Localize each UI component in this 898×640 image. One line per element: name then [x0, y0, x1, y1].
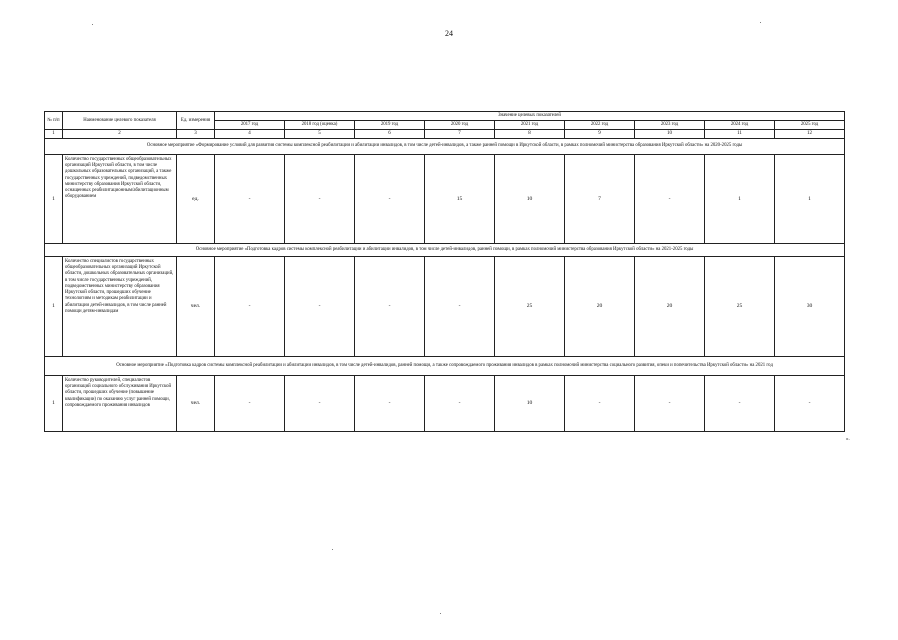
value-cell: - [355, 257, 425, 357]
indicator-name: Количество государственных общеобразовательных организаций Иркутской области, в том числе дошкольных образовательных организаций, а также государственных учреждений, подведомственных министерству образования Иркутской области, оснащенных реабилитационным/абилитационным оборудованием [63, 155, 177, 244]
value-cell: - [285, 155, 355, 244]
column-number: 1 [45, 130, 63, 139]
value-cell: 1 [705, 155, 775, 244]
section-title: Основное мероприятие «Подготовка кадров системы комплексной реабилитации и абилитации инвалидов, в том числе детей-инвалидов, ранней помощи, а также сопровождаемого проживания инвалидов в рамках полномочий министерства социального развития, опеки и попечительства Иркутской области» на 2021 год [45, 357, 845, 376]
year-header: 2024 год [705, 121, 775, 130]
value-cell: - [565, 376, 635, 432]
column-number: 6 [355, 130, 425, 139]
value-cell: 7 [565, 155, 635, 244]
section-title: Основное мероприятие «Формирование условий для развития системы комплексной реабилитации и абилитации инвалидов, в том числе детей-инвалидов, а также ранней помощи в Иркутской области, в рамках полномочий министерства образования Иркутской области» на 2020-2025 годы [45, 139, 845, 155]
value-cell: - [215, 155, 285, 244]
year-header: 2021 год [495, 121, 565, 130]
year-header: 2022 год [565, 121, 635, 130]
value-cell: - [425, 257, 495, 357]
header-row-group [45, 112, 845, 121]
value-cell: 25 [705, 257, 775, 357]
unit-cell: чел. [177, 376, 215, 432]
year-header: 2025 год [775, 121, 845, 130]
value-cell: - [635, 155, 705, 244]
value-cell: - [285, 257, 355, 357]
year-header: 2023 год [635, 121, 705, 130]
page-number: 24 [445, 29, 453, 38]
closing-quote-mark: ». [846, 437, 850, 442]
value-cell: 30 [775, 257, 845, 357]
indicator-name: Количество руководителей, специалистов организаций социального обслуживания Иркутской области, прошедших обучение (повышение квалификации) по оказанию услуг ранней помощи, сопровождаемого проживания инвалидов [63, 376, 177, 432]
value-cell: 10 [495, 376, 565, 432]
scan-speck [440, 613, 441, 614]
table-row [45, 257, 845, 357]
column-number: 10 [635, 130, 705, 139]
value-cell: - [635, 376, 705, 432]
value-cell: - [355, 155, 425, 244]
value-cell: - [425, 376, 495, 432]
value-cell: - [215, 376, 285, 432]
column-number: 8 [495, 130, 565, 139]
value-cell: - [355, 376, 425, 432]
header-values-group: Значение целевых показателей [215, 112, 845, 121]
header-col-unit: Ед. измерения [177, 112, 215, 130]
row-number: 1 [45, 155, 63, 244]
year-header: 2018 год (оценка) [285, 121, 355, 130]
value-cell: - [775, 376, 845, 432]
scan-speck [92, 24, 93, 25]
column-number: 11 [705, 130, 775, 139]
value-cell: 25 [495, 257, 565, 357]
row-number: 1 [45, 376, 63, 432]
column-number: 7 [425, 130, 495, 139]
unit-cell: чел. [177, 257, 215, 357]
value-cell: 20 [635, 257, 705, 357]
value-cell: 10 [495, 155, 565, 244]
table-row [45, 376, 845, 432]
section-title-row [45, 244, 845, 257]
column-number: 12 [775, 130, 845, 139]
value-cell: - [705, 376, 775, 432]
header-col-name: Наименование целевого показателя [63, 112, 177, 130]
year-header: 2019 год [355, 121, 425, 130]
header-col-no: № п/п [45, 112, 63, 130]
column-number: 5 [285, 130, 355, 139]
column-number: 9 [565, 130, 635, 139]
value-cell: 20 [565, 257, 635, 357]
unit-cell: ед. [177, 155, 215, 244]
section-title: Основное мероприятие «Подготовка кадров системы комплексной реабилитации и абилитации инвалидов, в том числе детей-инвалидов, ранней помощи, в рамках полномочий министерства образования Иркутской области» на 2021-2025 годы [45, 244, 845, 257]
section-title-row [45, 139, 845, 155]
header-row-numbering [45, 130, 845, 139]
section-title-row [45, 357, 845, 376]
value-cell: 15 [425, 155, 495, 244]
value-cell: 1 [775, 155, 845, 244]
row-number: 1 [45, 257, 63, 357]
column-number: 2 [63, 130, 177, 139]
column-number: 4 [215, 130, 285, 139]
value-cell: - [285, 376, 355, 432]
value-cell: - [215, 257, 285, 357]
scan-speck [760, 22, 761, 23]
year-header: 2017 год [215, 121, 285, 130]
table-row [45, 155, 845, 244]
year-header: 2020 год [425, 121, 495, 130]
scan-speck [332, 549, 333, 550]
targets-table [44, 111, 845, 432]
column-number: 3 [177, 130, 215, 139]
indicator-name: Количество специалистов государственных общеобразовательных организаций Иркутской области, дошкольных образовательных организаций, в том числе государственных учреждений, подведомственных министерству образования Иркутской области, прошедших обучение технологиям и методикам реабилитации и абилитации детей-инвалидов, в том числе ранней помощи детям-инвалидам [63, 257, 177, 357]
